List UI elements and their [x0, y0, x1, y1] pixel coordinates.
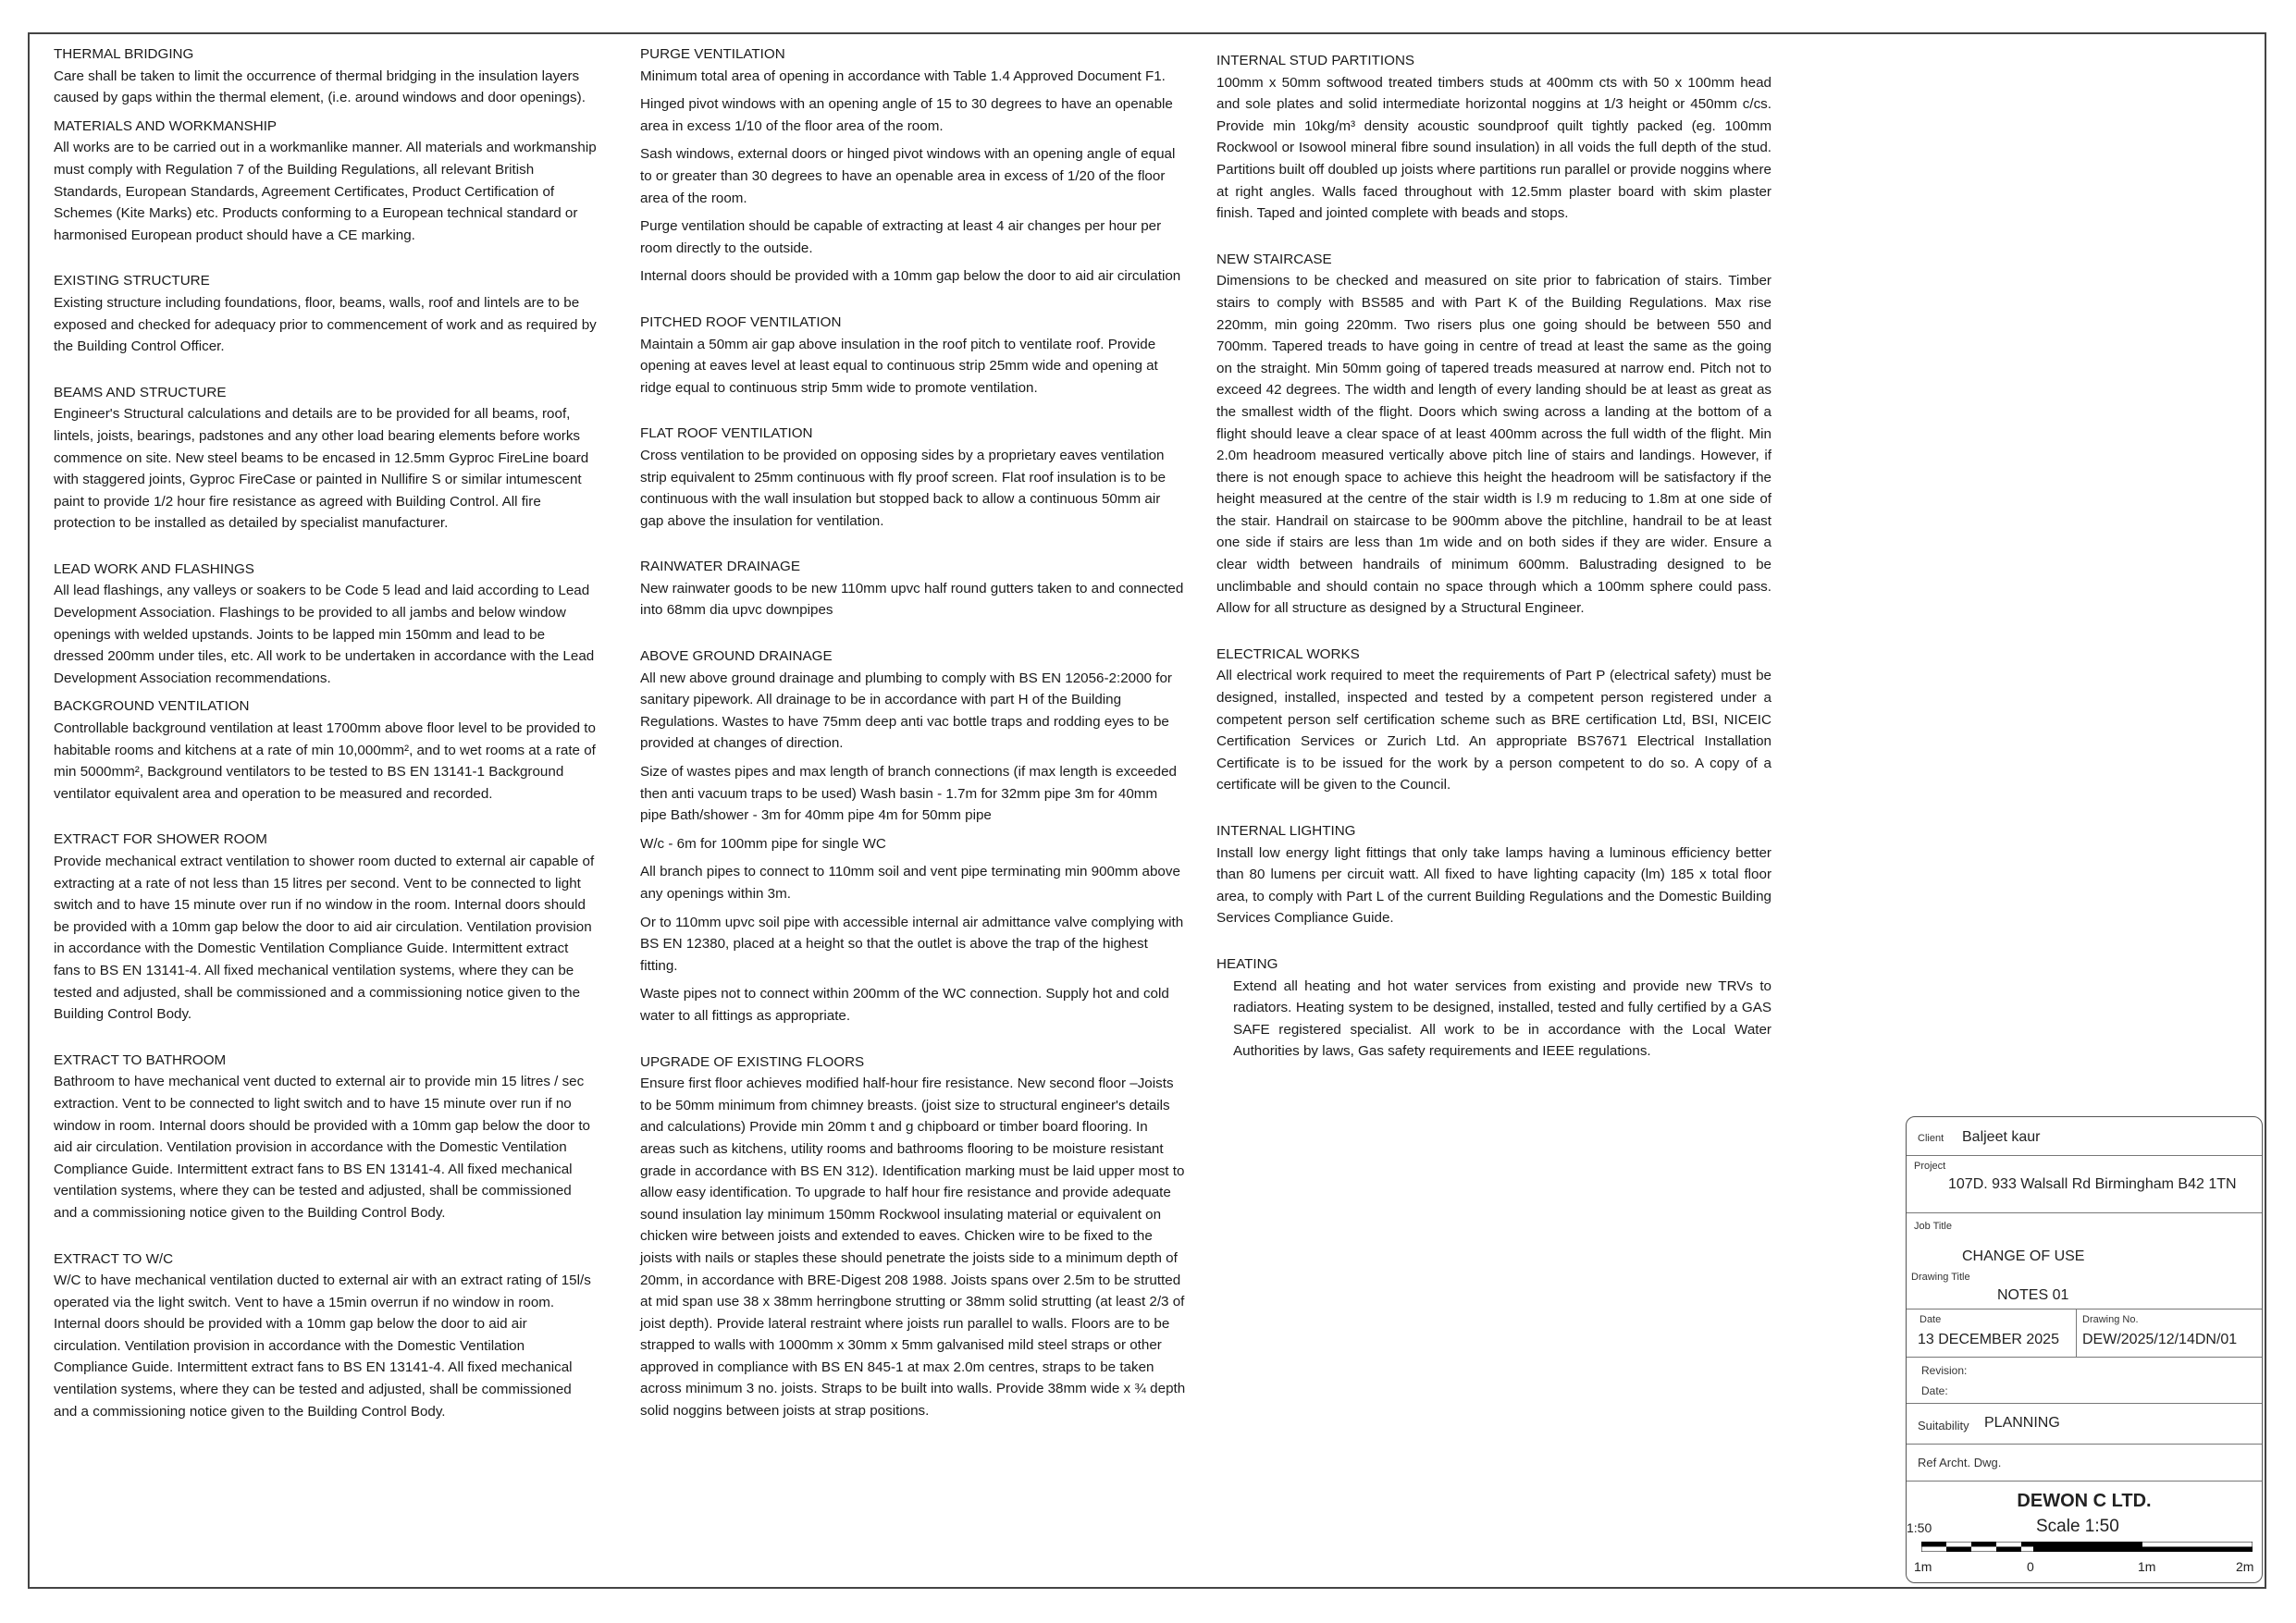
scale-tick-label: 1m	[2138, 1559, 2156, 1574]
section-heading: INTERNAL LIGHTING	[1216, 823, 1356, 839]
section-paragraph: Existing structure including foundations, floor, beams, walls, roof and lintels are to be exposed and checked for adequacy prior to commencement of work and as required by the Building Control Officer.	[54, 294, 597, 355]
section-heading: ABOVE GROUND DRAINAGE	[640, 648, 833, 665]
section-lead-work-and-flashings	[54, 559, 598, 690]
drawing-title: NOTES 01	[1997, 1287, 2069, 1303]
section-paragraph: Ensure first floor achieves modified half-hour fire resistance. New second floor –Joists to be 50mm minimum from chimney breasts. (joist size to structural engineer's details and calculations) Provide min 20mm t and g chipboard or timber board flooring. In areas such as kitchens, utility rooms and bathrooms flooring to be moisture resistant grade in accordance with BS EN 312). Identification marking must be laid upper most to allow easy identification. To upgrade to half hour fire resistance and provide adequate sound insulation lay minimum 150mm Rockwool insulating material or equivalent on chicken wire between joists and extended to eaves. Chicken wire to be fixed to the joists with nails or staples these should penetrate the joists side to a minimum depth of 20mm, in accordance with BRE-Digest 208 1988. Joists spans over 2.5m to be strutted at mid span use 38 x 38mm herringbone strutting or 38mm solid strutting (at least 2/3 of joist depth). Provide lateral restraint where joists run parallel to walls. Floors are to be strapped to walls with 1000mm x 30mm x 5mm galvanised mild steel straps or other approved in compliance with BS EN 845-1 at max 2.0m centres, straps to be taken across minimum 3 no. joists. Straps to be built into walls. Provide 38mm wide x ¾ depth solid noggins between joists at strap positions.	[640, 1076, 1186, 1420]
section-paragraph: Bathroom to have mechanical vent ducted to external air to provide min 15 litres / sec extraction. Vent to be connected to light switch and to have 15 minute over run if no window in room. Internal doors should be provided with a 10mm gap below the door to aid air circulation. Ventilation provision in accordance with the Domestic Ventilation Compliance Guide. Intermittent extract fans to BS EN 13141-4. All fixed mechanical ventilation systems, where they can be tested and adjusted, shall be commissioned and a commissioning notice given to the Building Control Body.	[54, 1074, 590, 1221]
date-row	[1907, 1309, 2262, 1358]
section-paragraph: Or to 110mm upvc soil pipe with accessible internal air admittance valve complying with BS EN 12380, placed at a height so that the outlet is above the trap of the highest fitting.	[640, 914, 1184, 974]
section-materials-and-workmanship	[54, 116, 598, 247]
section-paragraph: Waste pipes not to connect within 200mm of the WC connection. Supply hot and cold water to all fittings as appropriate.	[640, 986, 1169, 1024]
notes-column-right	[1216, 50, 1771, 1087]
company-row	[1907, 1482, 2262, 1520]
section-heading: RAINWATER DRAINAGE	[640, 559, 800, 575]
section-heading: HEATING	[1216, 955, 1278, 972]
title-block	[1906, 1116, 2263, 1583]
suitability-row	[1907, 1404, 2262, 1445]
section-upgrade-of-existing-floors	[640, 1051, 1186, 1422]
section-rainwater-drainage	[640, 556, 1186, 621]
section-electrical-works	[1216, 644, 1771, 796]
drawing-no-label: Drawing No.	[2082, 1314, 2139, 1325]
section-background-ventilation	[54, 695, 598, 805]
ref-row	[1907, 1445, 2262, 1482]
section-paragraph: Extend all heating and hot water services from existing and provide new TRVs to radiators. Heating system to be designed, installed, tested and fully certified by a GAS SAFE registered specialist. All work to be in accordance with the Local Water Authorities by laws, Gas safety requirements and IEEE regulations.	[1233, 977, 1771, 1060]
section-extract-for-shower-room	[54, 829, 598, 1025]
section-heading: FLAT ROOF VENTILATION	[640, 425, 813, 442]
scale-label: Scale 1:50	[2036, 1517, 2119, 1536]
section-thermal-bridging	[54, 43, 598, 109]
section-heading: EXTRACT TO BATHROOM	[54, 1051, 227, 1068]
job-title-label: Job Title	[1914, 1221, 1952, 1232]
section-heading: BACKGROUND VENTILATION	[54, 698, 250, 715]
section-existing-structure	[54, 270, 598, 357]
section-heading: EXTRACT FOR SHOWER ROOM	[54, 831, 267, 848]
section-heading: MATERIALS AND WORKMANSHIP	[54, 117, 278, 134]
section-internal-stud-partitions	[1216, 50, 1771, 225]
project-address: 107D. 933 Walsall Rd Birmingham B42 1TN	[1948, 1176, 2237, 1192]
section-internal-lighting	[1216, 820, 1771, 929]
section-heading: PURGE VENTILATION	[640, 46, 785, 62]
section-pitched-roof-ventilation	[640, 312, 1186, 399]
section-beams-and-structure	[54, 382, 598, 535]
section-flat-roof-ventilation	[640, 423, 1186, 532]
section-paragraph: Cross ventilation to be provided on opposing sides by a proprietary eaves ventilation strip equivalent to 25mm continuous with fly proof screen. Flat roof insulation is to be continuous with the wall insulation but stopped back to allow a continuous 50mm air gap above the insulation for ventilation.	[640, 447, 1167, 529]
suitability-value: PLANNING	[1984, 1415, 2060, 1431]
section-paragraph: New rainwater goods to be new 110mm upvc half round gutters taken to and connected into 68mm dia upvc downpipes	[640, 580, 1184, 619]
revision-date-label: Date:	[1921, 1384, 1948, 1397]
project-label: Project	[1914, 1161, 1946, 1172]
section-paragraph: All lead flashings, any valleys or soakers to be Code 5 lead and laid according to Lead Development Association. Flashings to be provided to all jambs and below window openings with welded upstands. Joints to be lapped min 150mm and lead to be dressed 200mm under tiles, etc. All work to be undertaken in accordance with the Lead Development Association recommendations.	[54, 583, 595, 686]
job-row	[1907, 1213, 2262, 1271]
client-row	[1907, 1117, 2262, 1156]
section-paragraph: 100mm x 50mm softwood treated timbers studs at 400mm cts with 50 x 100mm head and sole plates and solid intermediate horizontal noggins at 1/3 height or 450mm c/cs. Provide min 10kg/m³ density acoustic soundproof quilt tightly packed (eg. 100mm Rockwool or Isowool mineral fibre sound insulation) in all voids the full depth of the stud. Partitions built off doubled up joists where partitions run parallel or provide noggins where at right angles. Walls faced throughout with 12.5mm plaster board with skim plaster finish. Taped and jointed complete with beads and stops.	[1216, 74, 1771, 222]
scale-tick-label: 0	[2027, 1559, 2034, 1574]
client-name: Baljeet kaur	[1962, 1129, 2041, 1145]
section-paragraph: W/C to have mechanical ventilation ducted to external air with an extract rating of 15l/s operated via the light switch. Vent to have a 15min overrun if no window in room. Internal doors should be provided with a 10mm gap below the door to aid air circulation. Ventilation provision in accordance with the Domestic Ventilation Compliance Guide. Intermittent extract fans to BS EN 13141-4. All fixed mechanical ventilation systems, where they can be tested and adjusted, shall be commissioned and a commissioning notice given to the Building Control Body.	[54, 1273, 591, 1420]
section-paragraph: Purge ventilation should be capable of extracting at least 4 air changes per hour per room directly to the outside.	[640, 218, 1162, 256]
job-title: CHANGE OF USE	[1962, 1248, 2085, 1264]
section-heading: EXTRACT TO W/C	[54, 1250, 174, 1267]
section-above-ground-drainage	[640, 646, 1186, 1027]
section-paragraph: Install low energy light fittings that only take lamps having a luminous efficiency better than 80 lumens per circuit watt. All fixed to have lighting capacity (lm) 185 x total floor area, to comply with Part L of the current Building Regulations and the Domestic Building Services Compliance Guide.	[1216, 844, 1771, 927]
section-heading: PITCHED ROOF VENTILATION	[640, 314, 842, 330]
client-label: Client	[1918, 1133, 1944, 1144]
section-paragraph: Maintain a 50mm air gap above insulation in the roof pitch to ventilate roof. Provide opening at eaves level at least equal to continuous strip 25mm wide and opening at ridge equal to continuous strip 5mm wide to promote ventilation.	[640, 336, 1158, 396]
suitability-label: Suitability	[1918, 1419, 1969, 1432]
revision-row	[1907, 1358, 2262, 1404]
section-paragraph: Hinged pivot windows with an opening angle of 15 to 30 degrees to have an openable area in excess 1/10 of the floor area of the room.	[640, 96, 1173, 134]
notes-column-middle	[640, 43, 1186, 1446]
project-row	[1907, 1156, 2262, 1213]
company-name: DEWON C LTD.	[2017, 1491, 2152, 1511]
revision-label: Revision:	[1921, 1364, 1968, 1377]
ref-archt-dwg-label: Ref Archt. Dwg.	[1918, 1456, 2002, 1469]
section-heading: INTERNAL STUD PARTITIONS	[1216, 53, 1415, 68]
section-paragraph: Care shall be taken to limit the occurrence of thermal bridging in the insulation layers caused by gaps within the thermal element, (i.e. around windows and door openings).	[54, 68, 586, 106]
scale-bar	[1921, 1542, 2253, 1552]
notes-column-left	[54, 43, 598, 1446]
section-heading: EXISTING STRUCTURE	[54, 273, 210, 289]
section-paragraph: Size of wastes pipes and max length of branch connections (if max length is exceeded then anti vacuum traps to be used) Wash basin - 1.7m for 32mm pipe 3m for 40mm pipe Bath/shower - 3m for 40mm pipe 4m for 50mm pipe	[640, 764, 1177, 824]
section-paragraph: Internal doors should be provided with a 10mm gap below the door to aid air circulation	[640, 268, 1181, 285]
section-paragraph: Controllable background ventilation at least 1700mm above floor level to be provided to habitable rooms and kitchens at a rate of min 10,000mm², and to wet rooms at a rate of min 5000mm², Background ventilators to be tested to BS EN 13141-1 Background ventilator equivalent area and operation to be measured and recorded.	[54, 720, 596, 802]
date-value: 13 DECEMBER 2025	[1918, 1332, 2059, 1347]
scale-tick-label: 2m	[2236, 1559, 2254, 1574]
drawing-title-row	[1907, 1271, 2262, 1309]
scale-tick-label: 1m	[1914, 1559, 1932, 1574]
scale-ratio-small: 1:50	[1907, 1520, 1932, 1535]
section-heading: LEAD WORK AND FLASHINGS	[54, 560, 254, 577]
section-paragraph: Dimensions to be checked and measured on site prior to fabrication of stairs. Timber stairs to comply with BS585 and with Part K of the Building Regulations. Max rise 220mm, min going 220mm. Two risers plus one going should be between 550 and 700mm. Tapered treads to have going in centre of tread at least the same as the going on the straight. Min 50mm going of tapered treads measured at narrow end. Pitch not to exceed 42 degrees. The width and length of every landing should be at least as great as the smallest width of the flight. Doors which swing across a landing at the bottom of a flight should leave a clear space of at least 400mm across the full width of the flight. Min 2.0m headroom measured vertically above pitch line of stairs and landings. However, if there is not enough space to achieve this height the headroom will be satisfactory if the height measured at the centre of the stair width is l.9 m reducing to 1.8m at one side of the stair. Handrail on staircase to be 900mm above the pitchline, handrail to be at least one side if stairs are less than 1m wide and on both sides if they are wider. Ensure a clear width between handrails of minimum 600mm. Balustrading designed to be unclimbable and should contain no space through which a 100mm sphere could pass. Allow for all structure as designed by a Structural Engineer.	[1216, 273, 1771, 617]
section-paragraph: W/c - 6m for 100mm pipe for single WC	[640, 835, 886, 852]
section-paragraph: Sash windows, external doors or hinged pivot windows with an opening angle of equal to or greater than 30 degrees to have an openable area in excess of 1/20 of the floor area of the room.	[640, 146, 1176, 206]
section-paragraph: Provide mechanical extract ventilation to shower room ducted to external air capable of extracting at a rate of not less than 15 litres per second. Vent to be connected to light switch and to have 15 minute over run if no window in the room. Internal doors should be provided with a 10mm gap below the door to aid air circulation. Ventilation provision in accordance with the Domestic Ventilation Compliance Guide. Intermittent extract fans to BS EN 13141-4. All fixed mechanical ventilation systems, where they can be tested and adjusted, shall be commissioned and a commissioning notice given to the Building Control Body.	[54, 854, 595, 1023]
date-label: Date	[1920, 1314, 1942, 1325]
section-heading: THERMAL BRIDGING	[54, 46, 194, 62]
section-extract-to-w-c	[54, 1248, 598, 1423]
section-extract-to-bathroom	[54, 1050, 598, 1224]
section-heading: NEW STAIRCASE	[1216, 251, 1332, 267]
section-heading: UPGRADE OF EXISTING FLOORS	[640, 1053, 865, 1070]
drawing-title-label: Drawing Title	[1911, 1272, 1970, 1283]
section-purge-ventilation	[640, 43, 1186, 288]
section-paragraph: All works are to be carried out in a workmanlike manner. All materials and workmanship must comply with Regulation 7 of the Building Regulations, all relevant British Standards, European Standards, Agreement Certificates, Product Certification of Schemes (Kite Marks) etc. Products conforming to a European technical standard or harmonised European product should have a CE marking.	[54, 140, 597, 243]
section-heating	[1216, 953, 1771, 1063]
section-paragraph: All branch pipes to connect to 110mm soil and vent pipe terminating min 900mm above any openings within 3m.	[640, 864, 1180, 902]
section-paragraph: Minimum total area of opening in accordance with Table 1.4 Approved Document F1.	[640, 68, 1166, 84]
section-paragraph: All new above ground drainage and plumbing to comply with BS EN 12056-2:2000 for sanitary pipework. All drainage to be in accordance with part H of the Building Regulations. Wastes to have 75mm deep anti vac bottle traps and rodding eyes to be provided at changes of direction.	[640, 670, 1172, 752]
section-paragraph: All electrical work required to meet the requirements of Part P (electrical safety) must be designed, installed, inspected and tested by a competent person registered under a competent person self certification scheme such as BRE certification Ltd, BSI, NICEIC Certification Services or Zurich Ltd. An appropriate BS7671 Electrical Installation Certificate is to be issued for the work by a person competent to do so. A copy of a certificate will be given to the Council.	[1216, 668, 1771, 793]
drawing-number: DEW/2025/12/14DN/01	[2082, 1332, 2238, 1347]
section-new-staircase	[1216, 249, 1771, 620]
section-heading: ELECTRICAL WORKS	[1216, 646, 1360, 662]
section-heading: BEAMS AND STRUCTURE	[54, 384, 227, 400]
section-paragraph: Engineer's Structural calculations and details are to be provided for all beams, roof, lintels, joists, bearings, padstones and any other load bearing elements before works commence on site. New steel beams to be encased in 12.5mm Gyproc FireLine board with staggered joints, Gyproc FireCase or painted in Nullifire S or similar intumescent paint to provide 1/2 hour fire resistance as agreed with Building Control. All fire protection to be installed as detailed by specialist manufacturer.	[54, 406, 589, 532]
